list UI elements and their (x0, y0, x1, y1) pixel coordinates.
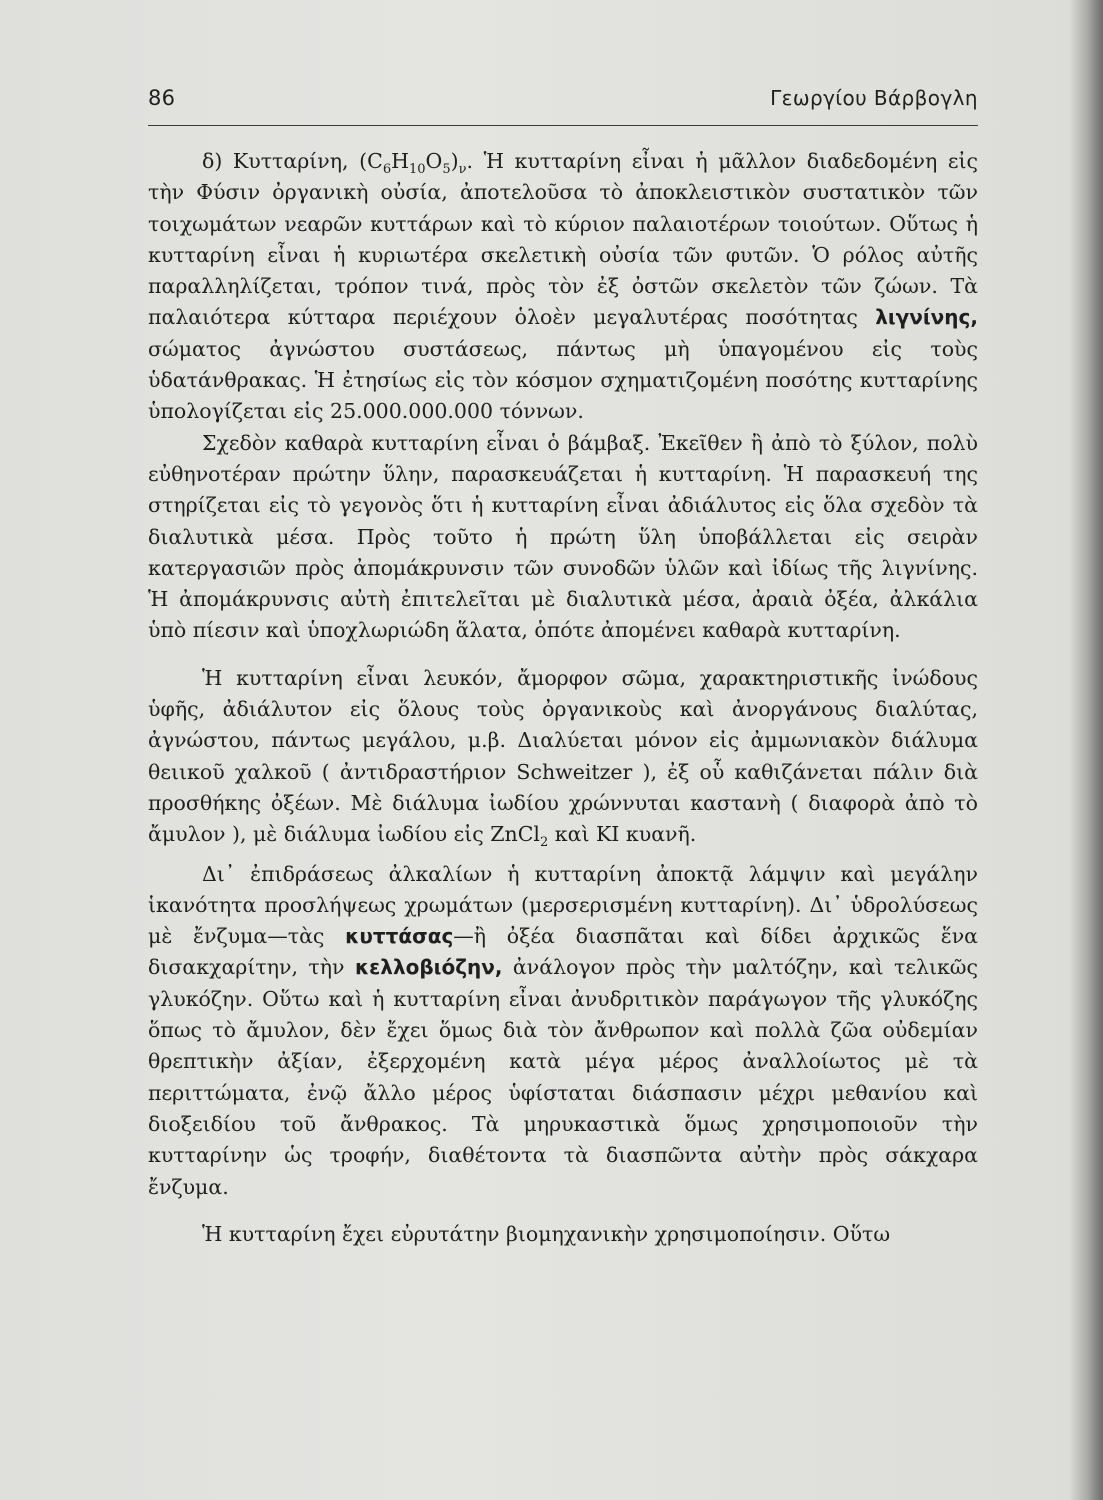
paragraph-cellulose-intro: δ) Κυτταρίνη, $(C_6H_{10}O_5)_\nu$. Ἡ κυτταρίνη εἶναι ἡ μᾶλλον διαδεδομένη εἰς τὴν Φύσιν ὀργανικὴ οὐσία, ἀποτελοῦσα τὸ ἀποκλειστικὸν συστατικὸν τῶν τοιχωμάτων νεαρῶν κυττάρων καὶ τὸ κύριον παλαιοτέρων τοιούτων. Οὕτως ἡ κυτταρίνη εἶναι ἡ κυριωτέρα σκελετικὴ οὐσία τῶν φυτῶν. Ὁ ρόλος αὐτῆς παραλληλίζεται, τρόπον τινά, πρὸς τὸν ἐξ ὀστῶν σκελετὸν τῶν ζώων. Τὰ παλαιότερα κύτταρα περιέχουν ὁλοὲν μεγαλυτέρας ποσότητας λιγνίνης, σώματος ἀγνώστου συστάσεως, πάντως μὴ ὑπαγομένου εἰς τοὺς ὑδατάνθρακας. Ἡ ἐτησίως εἰς τὸν κόσμον σχηματιζομένη ποσότης κυτταρίνης ὑπολογίζεται εἰς 25.000.000.000 τόννων. (148, 149, 978, 424)
paragraph-industrial-use: Ἡ κυτταρίνη ἔχει εὐρυτάτην βιομηχανικὴν χρησιμοποίησιν. Οὕτω (202, 1221, 891, 1246)
paragraph-hydrolysis: Δι᾽ ἐπιδράσεως ἀλκαλίων ἡ κυτταρίνη ἀποκτᾷ λάμψιν καὶ μεγάλην ἱκανότητα προσλήψεως χρωμάτων (μερσερισμένη κυτταρίνη). Δι᾽ ὑδρολύσεως μὲ ἔνζυμα—τὰς κυττάσας—ἢ ὀξέα διασπᾶται καὶ δίδει ἀρχικῶς ἕνα δισακχαρίτην, τὴν κελλοβιόζην, ἀνάλογον πρὸς τὴν μαλτόζην, καὶ τελικῶς γλυκόζην. Οὕτω καὶ ἡ κυτταρίνη εἶναι ἀνυδριτικὸν παράγωγον τῆς γλυκόζης ὅπως τὸ ἄμυλον, δὲν ἔχει ὅμως διὰ τὸν ἄνθρωπον καὶ πολλὰ ζῶα οὐδεμίαν θρεπτικὴν ἀξίαν, ἐξερχομένη κατὰ μέγα μέρος ἀναλλοίωτος μὲ τὰ περιττώματα, ἐνῷ ἄλλο μέρος ὑφίσταται διάσπασιν μέχρι μεθανίου καὶ διοξειδίου τοῦ ἄνθρακος. Τὰ μηρυκαστικὰ ὅμως χρησιμοποιοῦν τὴν κυτταρίνην ὡς τροφήν, διαθέτοντα τὰ διασπῶντα αὐτὴν πρὸς σάκχαρα ἔνζυμα. (148, 861, 978, 1199)
body-text (148, 146, 978, 1250)
term-cellulases: κυττάσας (345, 924, 454, 949)
paragraph-preparation: Σχεδὸν καθαρὰ κυτταρίνη εἶναι ὁ βάμβαξ. Ἐκεῖθεν ἢ ἀπὸ τὸ ξύλον, πολὺ εὐθηνοτέραν πρώτην ὕλην, παρασκευάζεται ἡ κυτταρίνη. Ἡ παρασκευή της στηρίζεται εἰς τὸ γεγονὸς ὅτι ἡ κυτταρίνη εἶναι ἀδιάλυτος εἰς ὅλα σχεδὸν τὰ διαλυτικὰ μέσα. Πρὸς τοῦτο ἡ πρώτη ὕλη ὑποβάλλεται εἰς σειρὰν κατεργασιῶν πρὸς ἀπομάκρυνσιν τῶν συνοδῶν ὑλῶν καὶ ἰδίως τῆς λιγνίνης. Ἡ ἀπομάκρυνσις αὐτὴ ἐπιτελεῖται μὲ διαλυτικὰ μέσα, ἀραιὰ ὀξέα, ἀλκάλια ὑπὸ πίεσιν καὶ ὑποχλωριώδη ἅλατα, ὁπότε ἀπομένει καθαρὰ κυτταρίνη. (148, 430, 978, 643)
page-number: 86 (148, 86, 176, 110)
paragraph-spacer (148, 647, 978, 663)
paragraph-spacer (148, 1203, 978, 1219)
running-head-author: Γεωργίου Βάρβογλη (770, 86, 978, 110)
term-cellobiose: κελλοβιόζην, (354, 955, 503, 980)
paragraph-spacer (148, 851, 978, 859)
page-header (148, 86, 978, 116)
paragraph-properties: Ἡ κυτταρίνη εἶναι λευκόν, ἄμορφον σῶμα, χαρακτηριστικῆς ἰνώδους ὑφῆς, ἀδιάλυτον εἰς ὅλους τοὺς ὀργανικοὺς καὶ ἀνοργάνους διαλύτας, ἀγνώστου, πάντως μεγάλου, μ.β. Διαλύεται μόνον εἰς ἀμμωνιακὸν διάλυμα θειικοῦ χαλκοῦ ( ἀντιδραστήριον Schweitzer ), ἐξ οὗ καθιζάνεται πάλιν διὰ προσθήκης ὀξέων. Μὲ διάλυμα ἰωδίου χρώννυται καστανὴ ( διαφορὰ ἀπὸ τὸ ἄμυλον ), μὲ διάλυμα ἰωδίου εἰς ZnCl$_2$ καὶ KI κυανῆ. (148, 665, 978, 851)
page-edge-shadow (1069, 0, 1103, 1500)
term-lignin: λιγνίνης, (875, 305, 978, 330)
header-rule (148, 125, 978, 126)
